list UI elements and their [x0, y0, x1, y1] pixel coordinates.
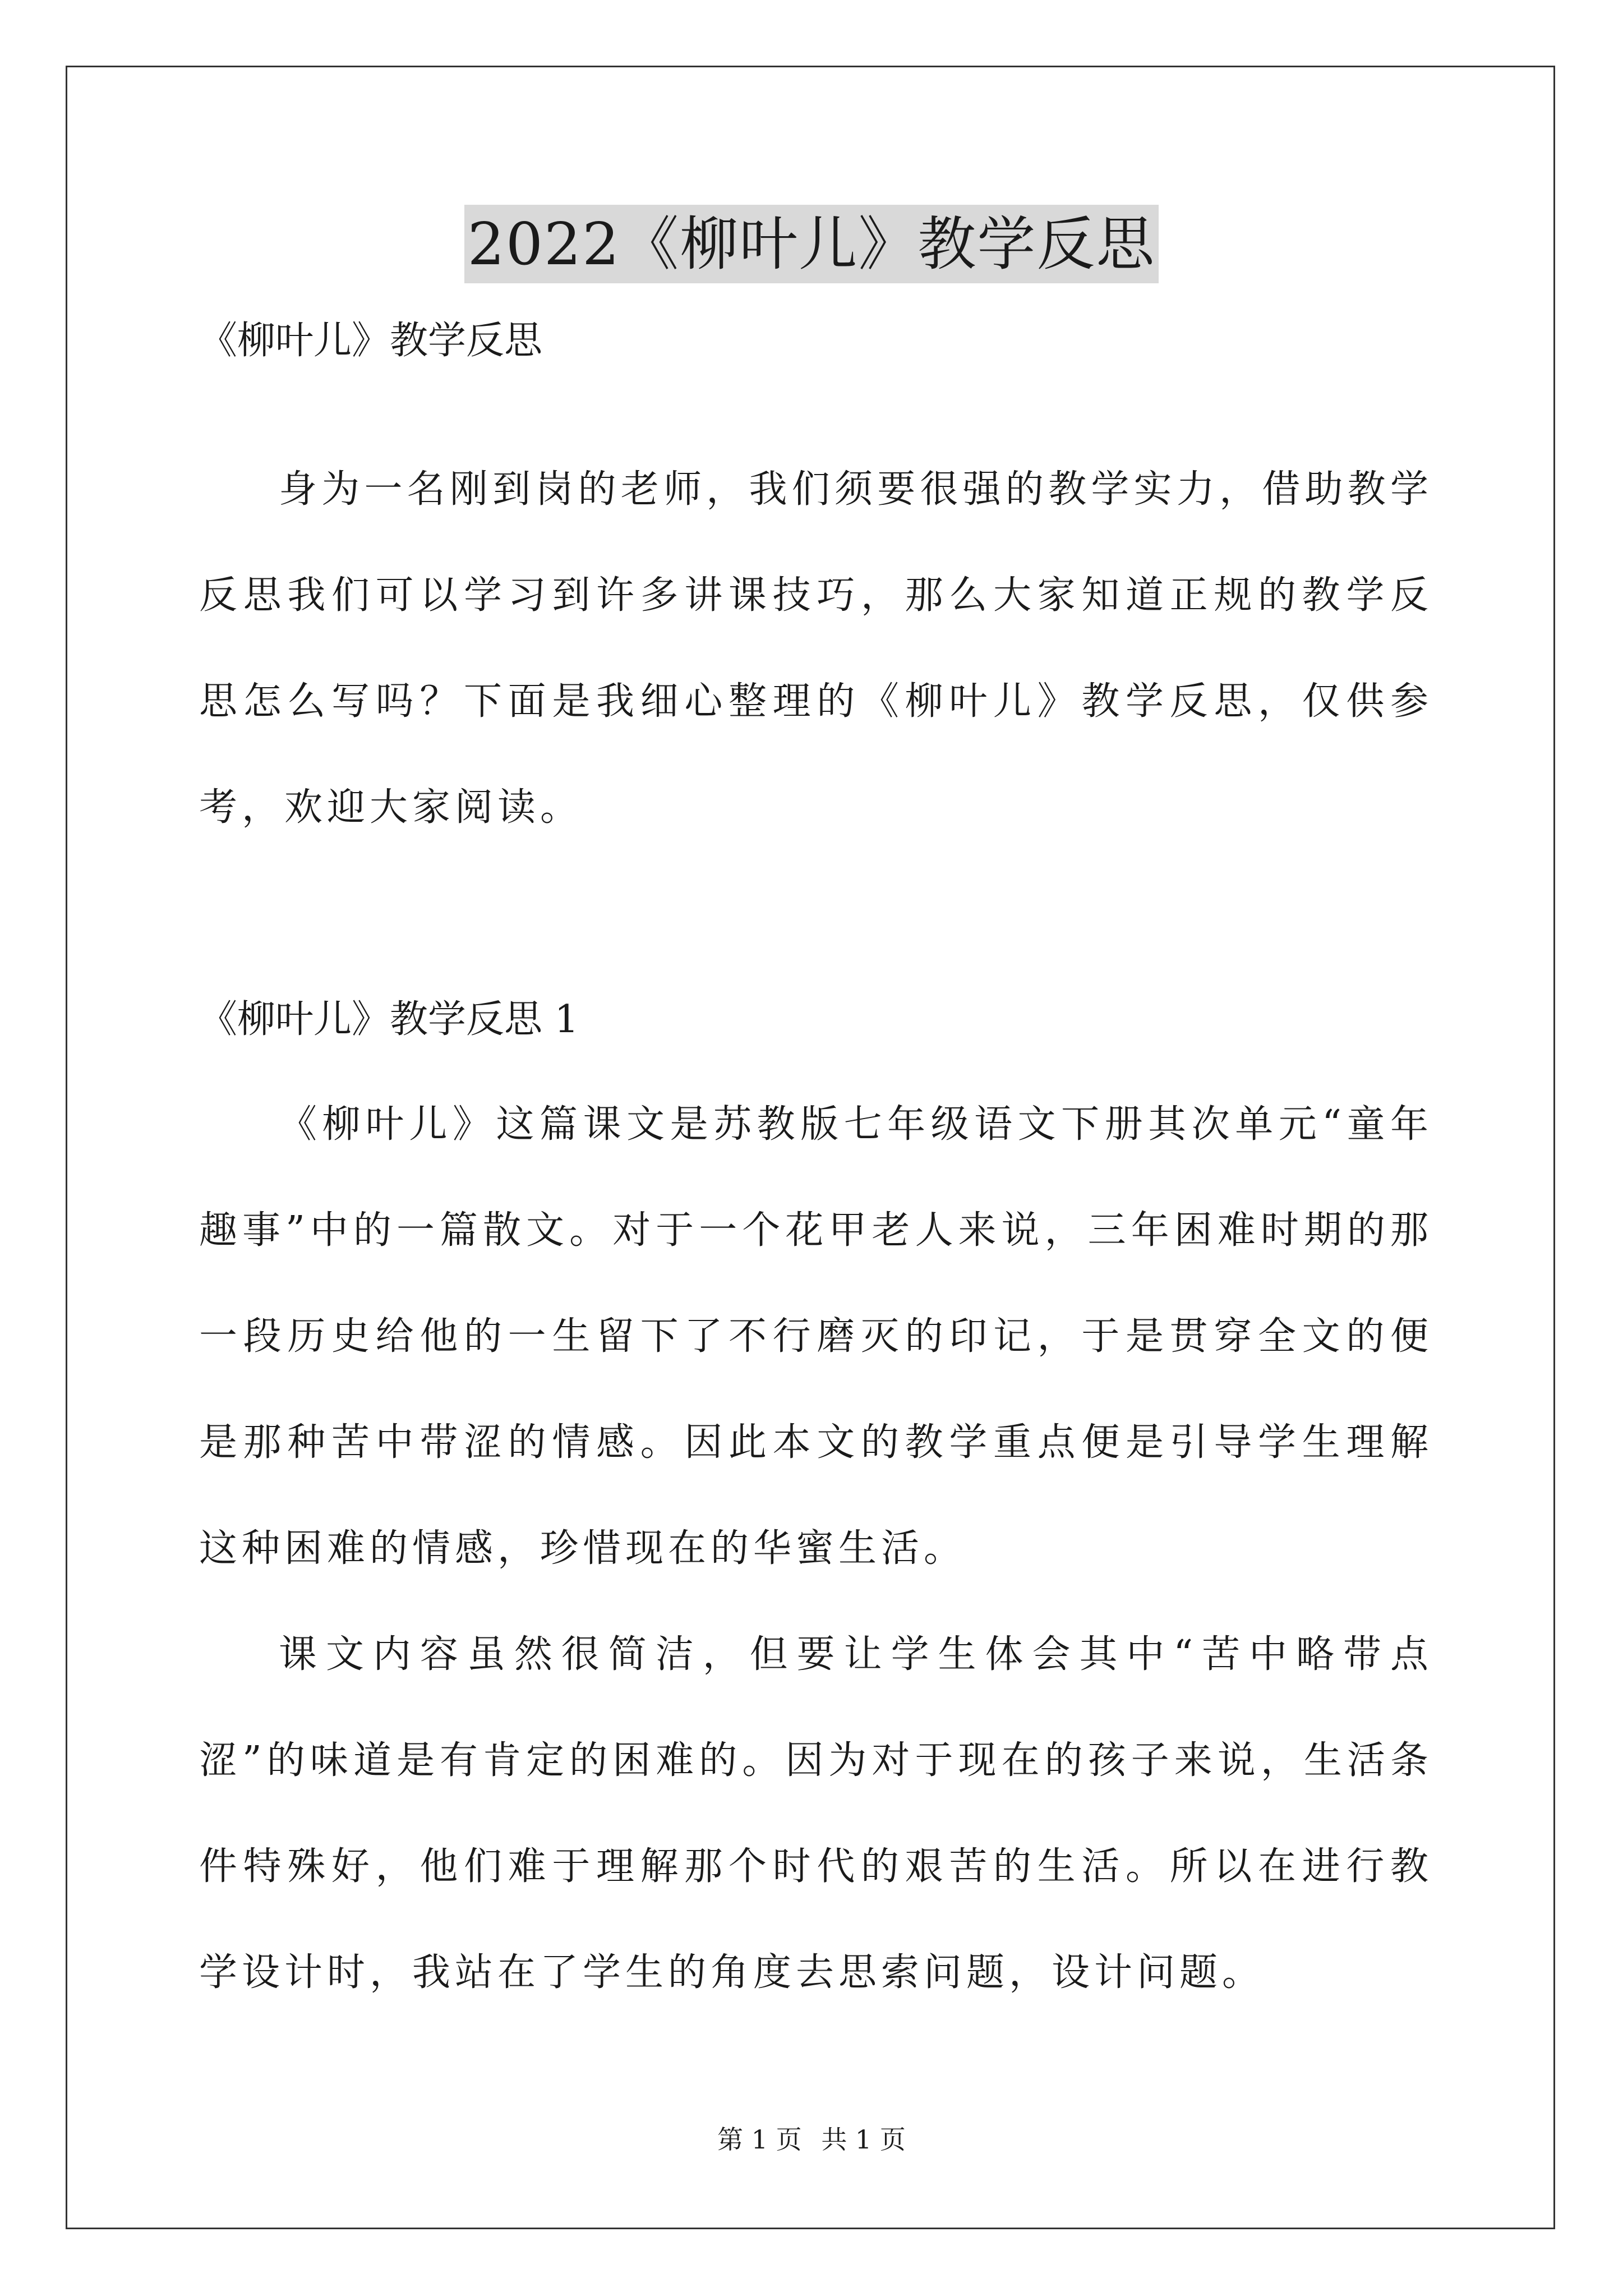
section-paragraph-1: 《柳叶儿》这篇课文是苏教版七年级语文下册其次单元“童年趣事”中的一篇散文。对于一个花甲老人来说，三年困难时期的那一段历史给他的一生留下了不行磨灭的印记，于是贯穿全文的便是那种苦中带涩的情感。因此本文的教学重点便是引导学生理解这种困难的情感，珍惜现在的华蜜生活。	[199, 1102, 1433, 1571]
page-count: 共 1 页	[821, 2124, 906, 2155]
page-number: 第 1 页	[717, 2124, 802, 2155]
intro-heading: 《柳叶儿》教学反思	[199, 319, 543, 363]
page-footer	[0, 2123, 1623, 2156]
intro-body	[199, 436, 1433, 861]
title-container	[0, 205, 1623, 283]
section-heading: 《柳叶儿》教学反思 1	[199, 997, 579, 1042]
section-1	[199, 993, 1433, 1047]
intro-section	[199, 314, 1433, 368]
intro-paragraph: 身为一名刚到岗的老师，我们须要很强的教学实力，借助教学反思我们可以学习到许多讲课技巧，那么大家知道正规的教学反思怎么写吗？下面是我细心整理的《柳叶儿》教学反思，仅供参考，欢迎大家阅读。	[199, 467, 1433, 830]
section-paragraph-2: 课文内容虽然很简洁，但要让学生体会其中“苦中略带点涩”的味道是有肯定的困难的。因为对于现在的孩子来说，生活条件特殊好，他们难于理解那个时代的艰苦的生活。所以在进行教学设计时，我站在了学生的角度去思索问题，设计问题。	[199, 1632, 1433, 1995]
section-1-body	[199, 1071, 1433, 2026]
document-title: 2022《柳叶儿》教学反思	[464, 205, 1159, 283]
